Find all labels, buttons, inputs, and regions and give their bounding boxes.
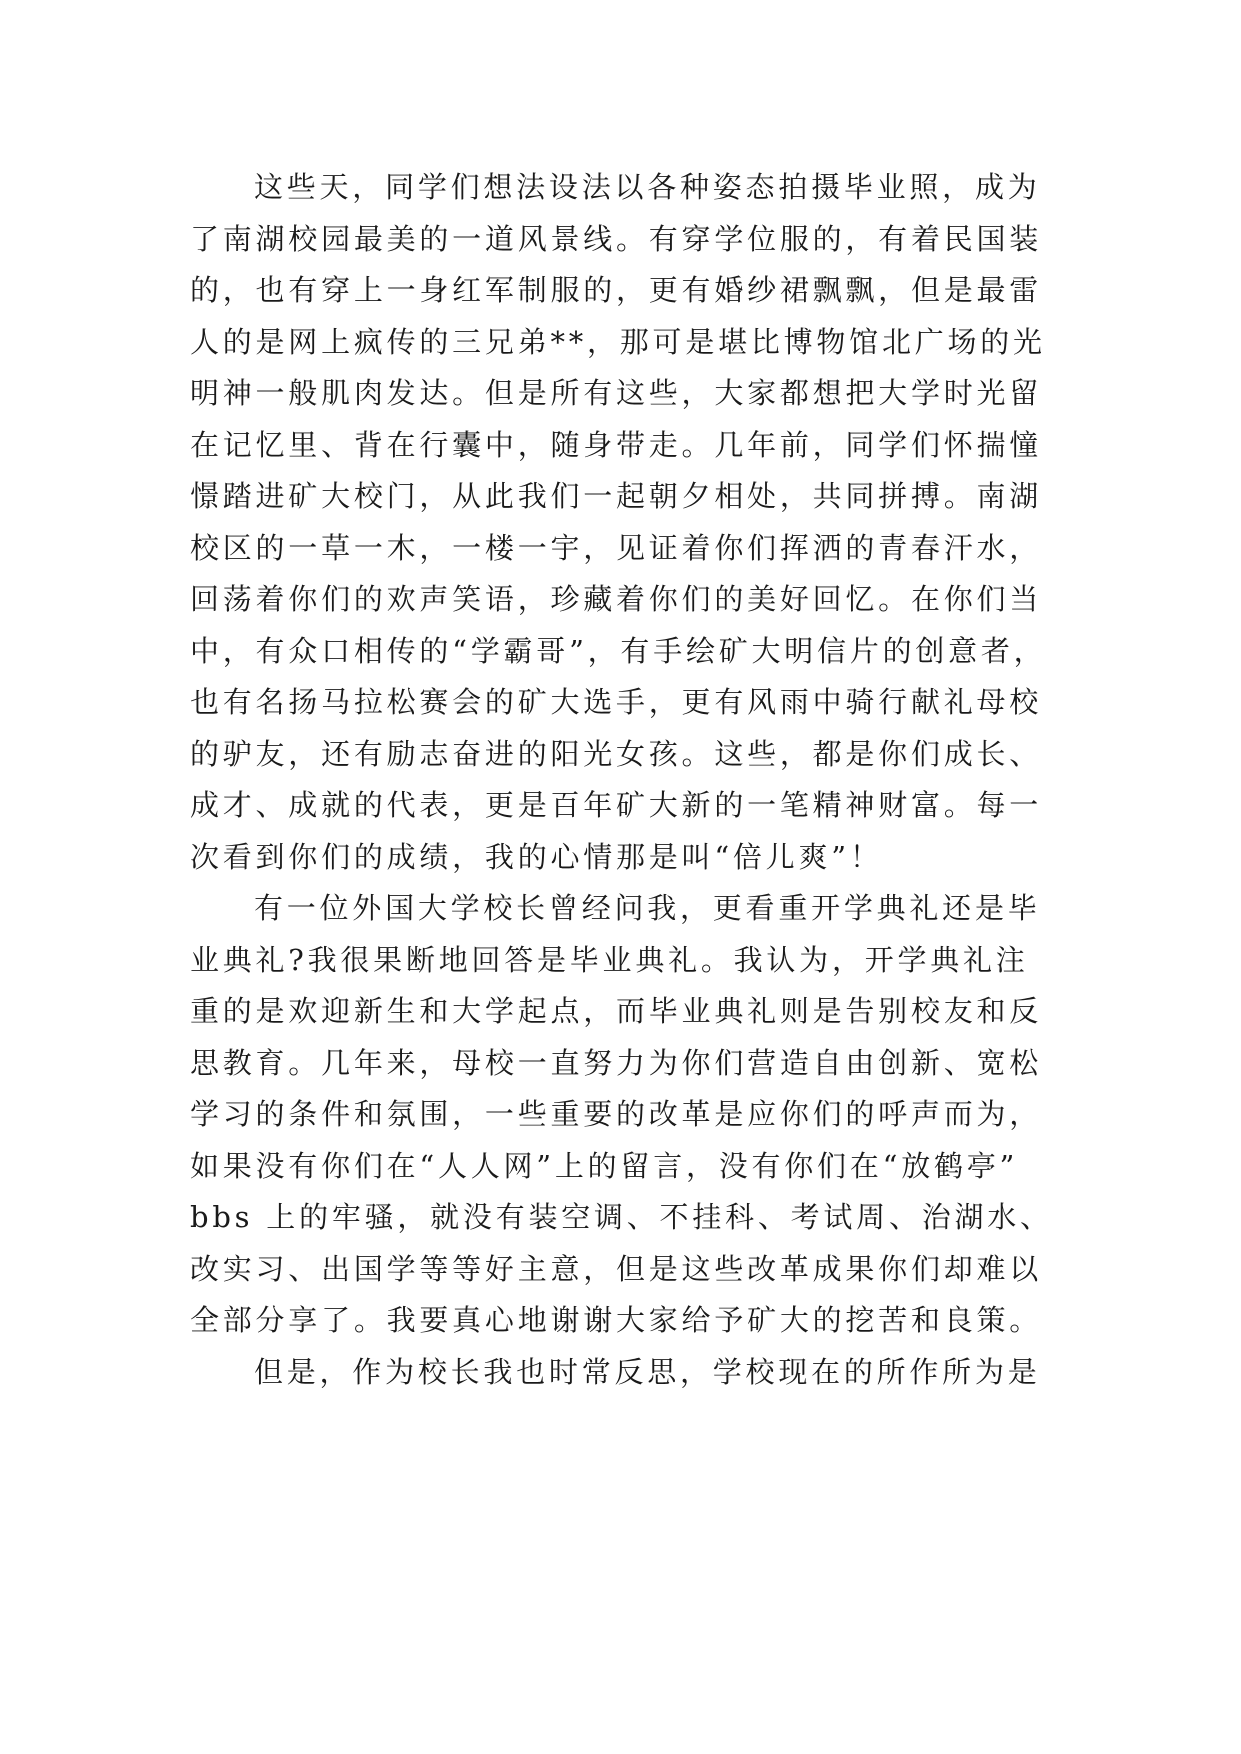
text-line: 全部分享了。我要真心地谢谢大家给予矿大的挖苦和良策。: [190, 1303, 1043, 1337]
text-line: 业典礼?我很果断地回答是毕业典礼。我认为，开学典礼注: [190, 942, 1029, 977]
text-line: 次看到你们的成绩，我的心情那是叫“倍儿爽”！: [190, 839, 883, 874]
text-line: 学习的条件和氛围，一些重要的改革是应你们的呼声而为，: [190, 1097, 1043, 1131]
text-line: 改实习、出国学等等好主意，但是这些改革成果你们却难以: [190, 1251, 1043, 1286]
text-line: 成才、成就的代表，更是百年矿大新的一笔精神财富。每一: [190, 788, 1043, 822]
text-line: 校区的一草一木，一楼一宇，见证着你们挥洒的青春汗水，: [190, 530, 1043, 565]
text-line: 的驴友，还有励志奋进的阳光女孩。这些，都是你们成长、: [190, 736, 1043, 771]
text-line: 重的是欢迎新生和大学起点，而毕业典礼则是告别校友和反: [190, 994, 1043, 1028]
text-line: 了南湖校园最美的一道风景线。有穿学位服的，有着民国装: [190, 221, 1043, 256]
text-line: 也有名扬马拉松赛会的矿大选手，更有风雨中骑行献礼母校: [190, 685, 1043, 719]
text-line: 回荡着你们的欢声笑语，珍藏着你们的美好回忆。在你们当: [190, 582, 1043, 616]
text-line: 明神一般肌肉发达。但是所有这些，大家都想把大学时光留: [190, 376, 1043, 410]
text-line: 如果没有你们在“人人网”上的留言，没有你们在“放鹤亭”: [190, 1148, 1019, 1183]
text-line: 在记忆里、背在行囊中，随身带走。几年前，同学们怀揣憧: [190, 427, 1043, 462]
paragraph-first-line: 有一位外国大学校长曾经问我，更看重开学典礼还是毕: [254, 891, 1041, 925]
text-line: 憬踏进矿大校门，从此我们一起朝夕相处，共同拼搏。南湖: [190, 479, 1043, 513]
text-line: 的，也有穿上一身红军制服的，更有婚纱裙飘飘，但是最雷: [190, 273, 1043, 307]
paragraph-first-line: 但是，作为校长我也时常反思，学校现在的所作所为是: [254, 1354, 1041, 1389]
text-line: 思教育。几年来，母校一直努力为你们营造自由创新、宽松: [190, 1045, 1043, 1080]
text-line: 中，有众口相传的“学霸哥”，有手绘矿大明信片的创意者，: [190, 633, 1047, 668]
paragraph-first-line: 这些天，同学们想法设法以各种姿态拍摄毕业照，成为: [254, 170, 1041, 204]
document-body: [190, 162, 1070, 1398]
text-line: bbs 上的牢骚，就没有装空调、不挂科、考试周、治湖水、: [190, 1200, 1053, 1234]
text-line: 人的是网上疯传的三兄弟**，那可是堪比博物馆北广场的光: [190, 324, 1046, 359]
